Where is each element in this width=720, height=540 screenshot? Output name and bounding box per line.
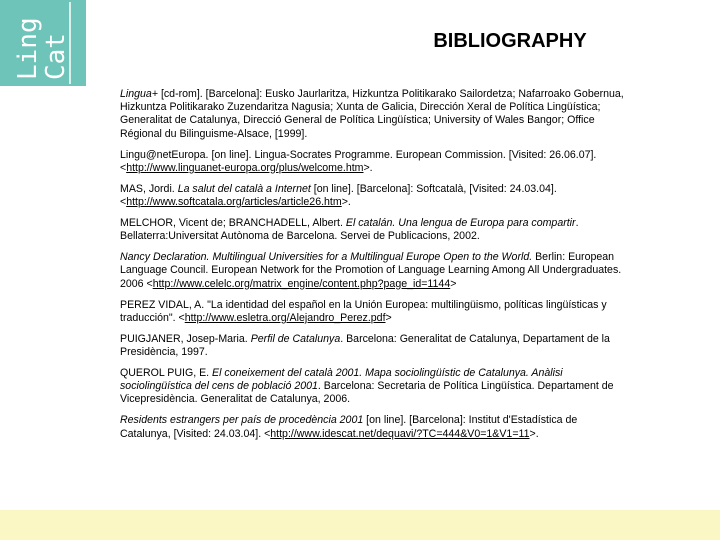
lingcat-logo-mark	[0, 0, 86, 86]
entry-text-end: >.	[529, 427, 539, 440]
entry-author: QUEROL PUIG, E.	[120, 367, 213, 380]
bibliography-entry	[120, 299, 630, 325]
logo-word-cat: Cat	[41, 33, 71, 80]
entry-text: [on line]. [Barcelona]: Institut d'Estadística de Catalunya, [Visited: 24.03.04]. <	[120, 414, 578, 440]
entry-link[interactable]: http://www.linguanet-europa.org/plus/welcome.htm	[126, 161, 364, 174]
entry-text: [on line]. [Barcelona]: Softcatalà, [Visited: 24.03.04]. <	[120, 182, 557, 209]
entry-link[interactable]: http://www.idescat.net/dequavi/?TC=444&V0=1&V1=11	[270, 427, 530, 440]
entry-text: Berlin: European Language Council. European Network for the Promotion of Language Learning Among All Undergraduates. 2006 <	[120, 251, 622, 290]
entry-title: El coneixement del català 2001. Mapa sociolingüístic de Catalunya. Anàlisi sociolingüística del cens de població 2001	[120, 367, 563, 393]
page-title: BIBLIOGRAPHY	[433, 30, 587, 52]
bibliography-list	[120, 88, 630, 449]
entry-author: PUIGJANER, Josep-Maria.	[120, 332, 251, 345]
entry-text-end: >	[385, 311, 392, 324]
lingcat-logo	[0, 0, 86, 86]
entry-text: . Bellaterra:Universitat Autònoma de Barcelona. Servei de Publicacions, 2002.	[120, 217, 579, 243]
bibliography-entry	[120, 88, 630, 141]
entry-link[interactable]: http://www.softcatala.org/articles/article26.htm	[126, 196, 342, 209]
entry-text-end: >.	[363, 161, 373, 174]
entry-text: Lingu@netEuropa. [on line]. Lingua-Socrates Programme. European Commission. [Visited: 26.06.07]. <	[120, 148, 597, 174]
entry-title: La salut del català a Internet	[177, 182, 311, 195]
entry-title: Nancy Declaration. Multilingual Universities for a Multilingual Europe Open to the World.	[120, 251, 533, 264]
entry-text-end: >	[450, 277, 457, 290]
footer-bar	[0, 510, 720, 540]
entry-text: . Barcelona: Secretaria de Política Lingüística. Departament de Vicepresidència. Generalitat de Catalunya, 2006.	[120, 380, 614, 406]
entry-link[interactable]: http://www.celelc.org/matrix_engine/content.php?page_id=1144	[152, 277, 451, 290]
bibliography-entry	[120, 149, 630, 175]
entry-title: El catalán. Una lengua de Europa para compartir	[345, 217, 576, 230]
entry-text: PEREZ VIDAL, A. "La identidad del español en la Unión Europea: multilingüismo, políticas lingüísticas y traducción". <	[120, 298, 607, 324]
bibliography-entry	[120, 217, 630, 243]
entry-author: MAS, Jordi.	[120, 182, 178, 195]
entry-text-end: >.	[341, 196, 351, 209]
entry-text: . Barcelona: Generalitat de Catalunya, Departament de la Presidència, 1997.	[120, 332, 610, 359]
bibliography-entry	[120, 333, 630, 359]
bibliography-entry	[120, 414, 630, 440]
entry-title: Perfil de Catalunya	[250, 332, 341, 345]
entry-title: Residents estrangers per país de procedència 2001	[120, 414, 364, 427]
bibliography-entry	[120, 367, 630, 407]
entry-author: MELCHOR, Vicent de; BRANCHADELL, Albert.	[120, 217, 346, 230]
logo-word-ling: Ling	[13, 17, 43, 80]
entry-link[interactable]: http://www.esletra.org/Alejandro_Perez.pdf	[184, 311, 386, 324]
entry-text: [cd-rom]. [Barcelona]: Eusko Jaurlaritza, Hizkuntza Politikarako Sailordetza; Nafarroako Gobernua, Hizkuntza Politikarako Zuzendaritza Nagusia; Xunta de Galicia, Dirección Xeral de Política Lingüística; Generalitat de Catalunya, Direcció General de Política Lingüística; University of Wales Bangor; Office Régional du Bilinguisme-Alsace, [1999].	[120, 88, 624, 140]
bibliography-entry	[120, 183, 630, 209]
entry-title: Lingua+	[120, 88, 158, 100]
bibliography-entry	[120, 251, 630, 291]
